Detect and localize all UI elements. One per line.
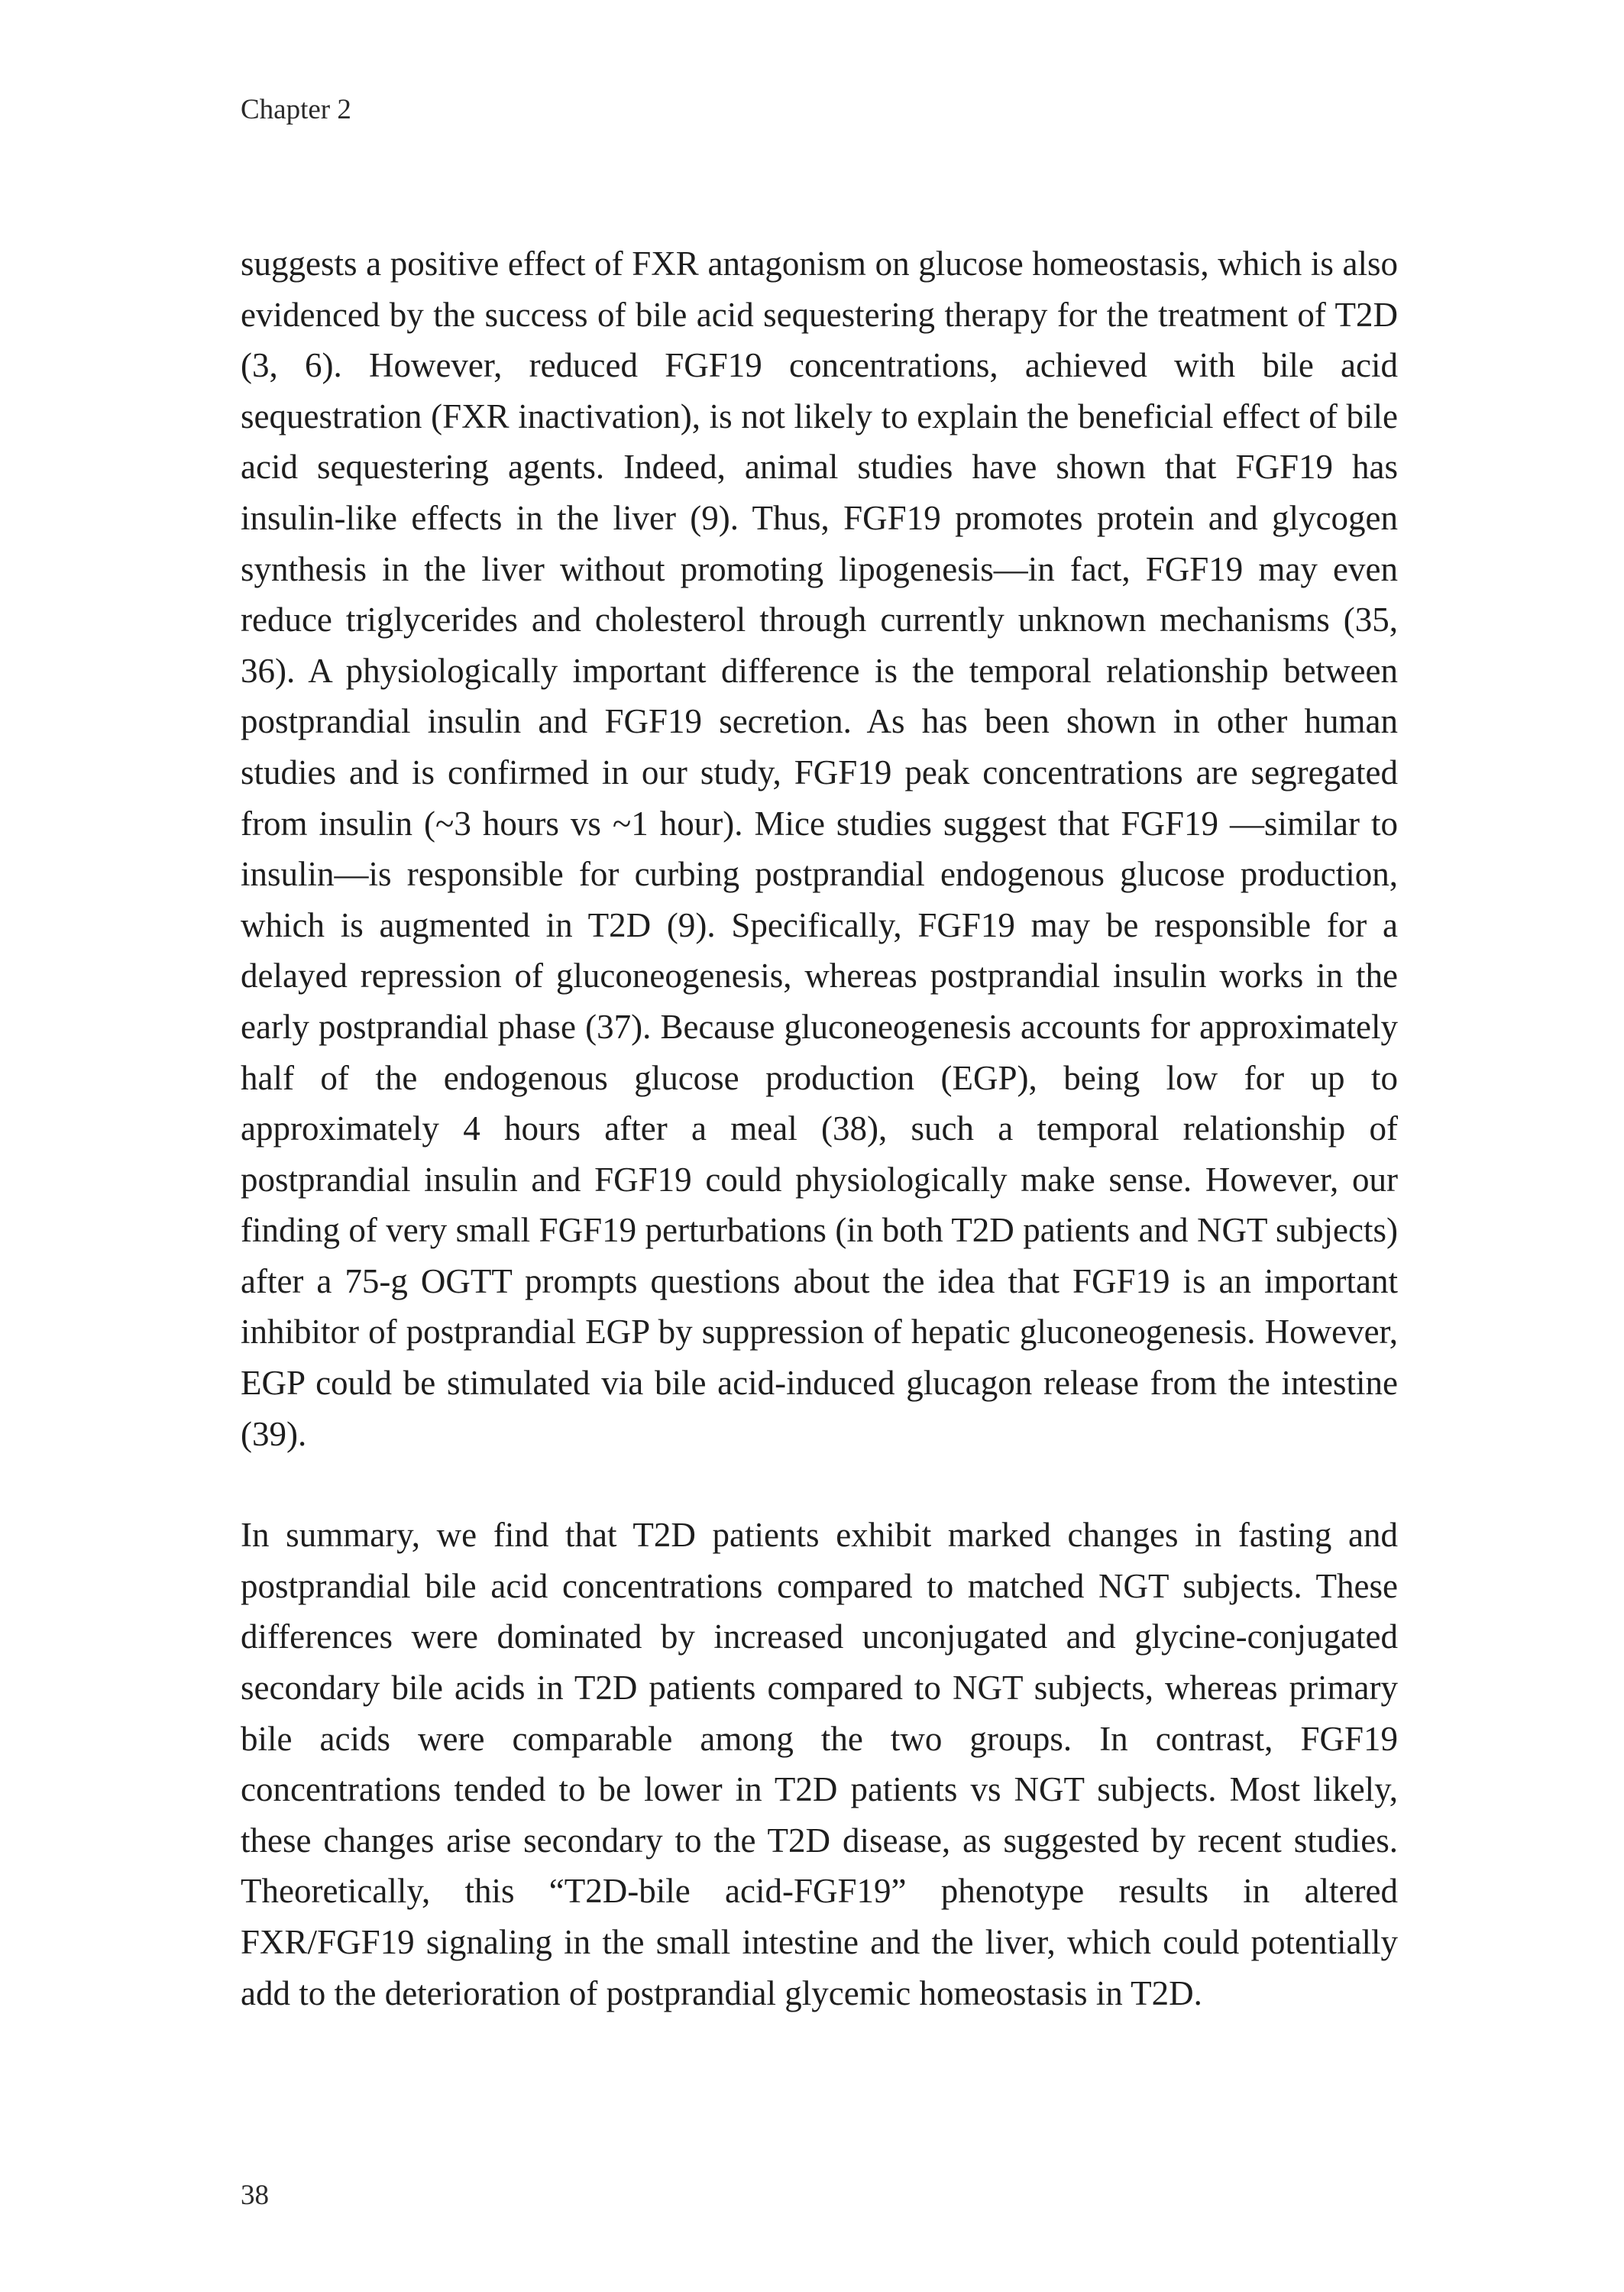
paragraph: In summary, we find that T2D patients exhibit marked changes in fasting and postprandial bile acid concentrations compared to matched NGT subjects. These differences were dominated by increased unconjugated and glycine-conjugated secondary bile acids in T2D patients compared to NGT subjects, whereas primary bile acids were comparable among the two groups. In contrast, FGF19 concentrations tended to be lower in T2D patients vs NGT subjects. Most likely, these changes arise secondary to the T2D disease, as suggested by recent studies. Theoretically, this “T2D-bile acid-FGF19” phenotype results in altered FXR/FGF19 signaling in the small intestine and the liver, which could potentially add to the deterioration of postprandial glycemic homeostasis in T2D. xyxy=(241,1516,1398,2012)
body-text xyxy=(241,238,1398,2018)
paragraph: suggests a positive effect of FXR antagonism on glucose homeostasis, which is also evidenced by the success of bile acid sequestering therapy for the treatment of T2D (3, 6). However, reduced FGF19 concentrations, achieved with bile acid sequestration (FXR inactivation), is not likely to explain the beneficial effect of bile acid sequestering agents. Indeed, animal studies have shown that FGF19 has insulin-like effects in the liver (9). Thus, FGF19 promotes protein and glycogen synthesis in the liver without promoting lipogenesis—in fact, FGF19 may even reduce triglycerides and cholesterol through currently unknown mechanisms (35, 36). A physiologically important difference is the temporal relationship between postprandial insulin and FGF19 secretion. As has been shown in other human studies and is confirmed in our study, FGF19 peak concentrations are segregated from insulin (~3 hours vs ~1 hour). Mice studies suggest that FGF19 —similar to insulin—is responsible for curbing postprandial endogenous glucose production, which is augmented in T2D (9). Specifically, FGF19 may be responsible for a delayed repression of gluconeogenesis, whereas postprandial insulin works in the early postprandial phase (37). Because gluconeogenesis accounts for approximately half of the endogenous glucose production (EGP), being low for up to approximately 4 hours after a meal (38), such a temporal relationship of postprandial insulin and FGF19 could physiologically make sense. However, our finding of very small FGF19 perturbations (in both T2D patients and NGT subjects) after a 75-g OGTT prompts questions about the idea that FGF19 is an important inhibitor of postprandial EGP by suppression of hepatic gluconeogenesis. However, EGP could be stimulated via bile acid-induced glucagon release from the intestine (39). xyxy=(241,244,1398,1453)
page-number: 38 xyxy=(241,2180,269,2211)
running-header: Chapter 2 xyxy=(241,94,351,125)
